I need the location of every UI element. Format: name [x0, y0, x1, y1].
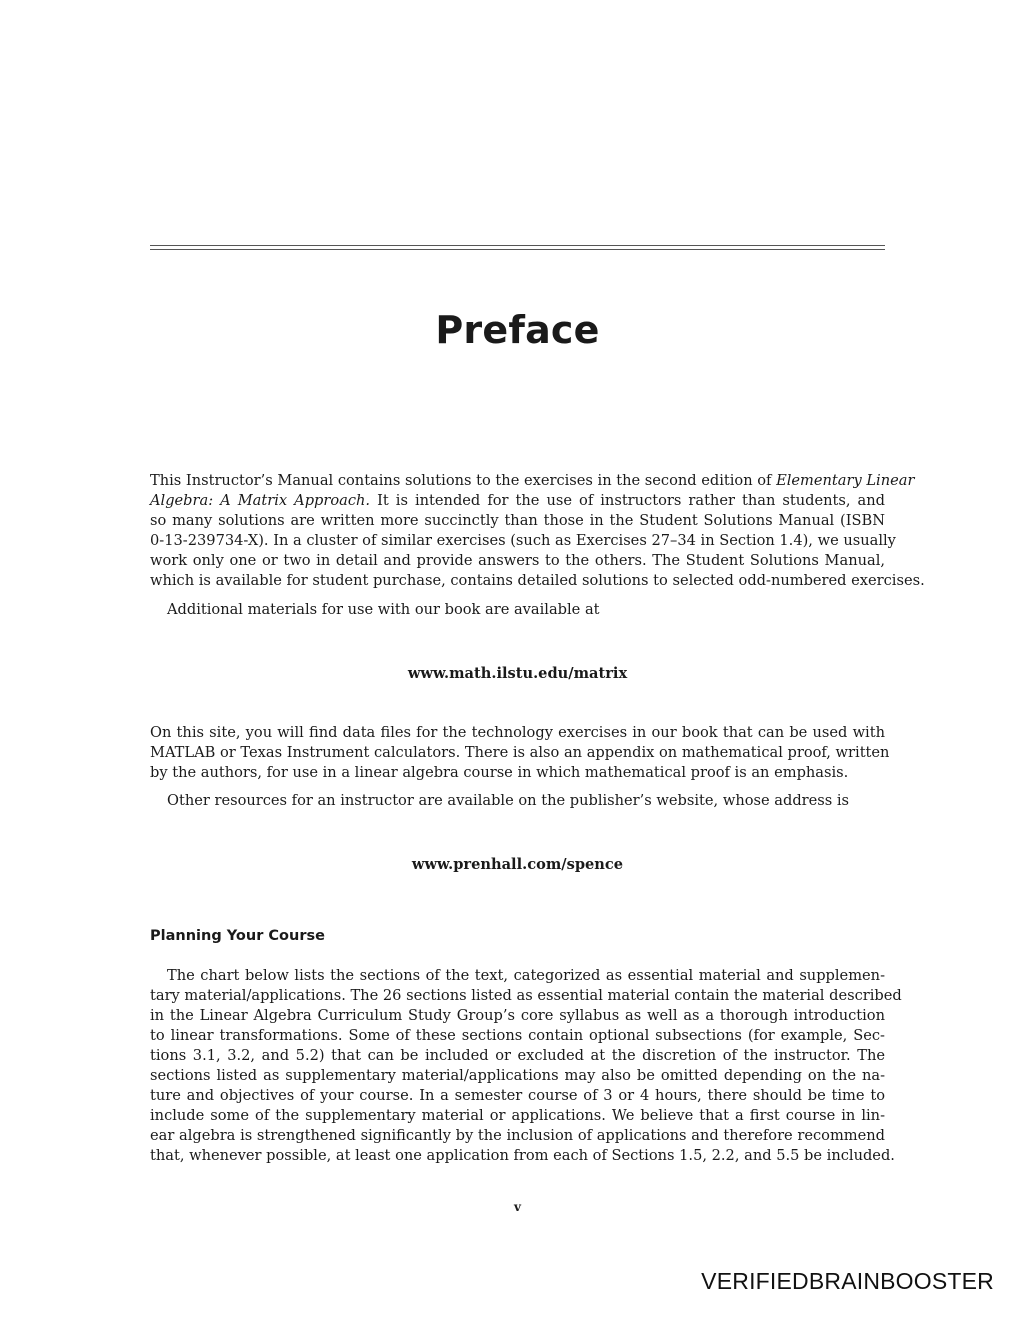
planning-line-4: to linear transformations. Some of these sections contain optional subsections (for example, Sec- [150, 1027, 885, 1044]
top-rule-upper [150, 245, 885, 246]
site-line-2: MATLAB or Texas Instrument calculators. There is also an appendix on mathematical proof, written [150, 744, 890, 761]
other-resources-text: Other resources for an instructor are available on the publisher’s website, whose address is [167, 792, 850, 809]
planning-line-2: tary material/applications. The 26 sections listed as essential material contain the material described [150, 987, 902, 1004]
planning-line-10: that, whenever possible, at least one application from each of Sections 1.5, 2.2, and 5.5 be included. [150, 1147, 895, 1164]
page-title: Preface [435, 308, 600, 352]
planning-line-3: in the Linear Algebra Curriculum Study Group’s core syllabus as well as a thorough introduction [150, 1007, 885, 1024]
site-line-3: by the authors, for use in a linear algebra course in which mathematical proof is an emphasis. [150, 764, 849, 781]
section-heading-planning: Planning Your Course [150, 928, 325, 944]
course-website-url[interactable]: www.math.ilstu.edu/matrix [407, 665, 628, 682]
watermark-text: VERIFIEDBRAINBOOSTER [701, 1268, 994, 1294]
intro-paragraph [150, 471, 925, 591]
planning-line-1: The chart below lists the sections of the text, categorized as essential material and supplemen- [167, 967, 885, 984]
intro-line-1: This Instructor’s Manual contains solutions to the exercises in the second edition of Elementary Linear [150, 472, 915, 489]
publisher-website-url[interactable]: www.prenhall.com/spence [411, 856, 624, 873]
additional-materials-text: Additional materials for use with our book are available at [167, 601, 600, 618]
planning-line-7: ture and objectives of your course. In a semester course of 3 or 4 hours, there should be time to [150, 1087, 885, 1104]
site-line-1: On this site, you will find data files for the technology exercises in our book that can be used with [150, 724, 885, 741]
planning-line-9: ear algebra is strengthened significantly by the inclusion of applications and therefore recommend [150, 1127, 885, 1144]
intro-line-3: so many solutions are written more succinctly than those in the Student Solutions Manual (ISBN [150, 512, 885, 529]
top-rule-lower [150, 249, 885, 250]
site-paragraph [150, 723, 890, 783]
intro-line-2: Algebra: A Matrix Approach. It is intended for the use of instructors rather than students, and [150, 492, 885, 509]
planning-line-5: tions 3.1, 3.2, and 5.2) that can be included or excluded at the discretion of the instructor. The [150, 1047, 885, 1064]
intro-line-5: work only one or two in detail and provide answers to the others. The Student Solutions Manual, [150, 552, 885, 569]
intro-line-4: 0-13-239734-X). In a cluster of similar exercises (such as Exercises 27–34 in Section 1.4), we usually [150, 532, 896, 549]
page-number: v [514, 1200, 521, 1214]
planning-line-8: include some of the supplementary material or applications. We believe that a first course in lin- [150, 1107, 885, 1124]
planning-line-6: sections listed as supplementary material/applications may also be omitted depending on the na- [150, 1067, 885, 1084]
planning-paragraph [150, 966, 902, 1166]
intro-line-6: which is available for student purchase, contains detailed solutions to selected odd-numbered exercises. [150, 572, 925, 589]
